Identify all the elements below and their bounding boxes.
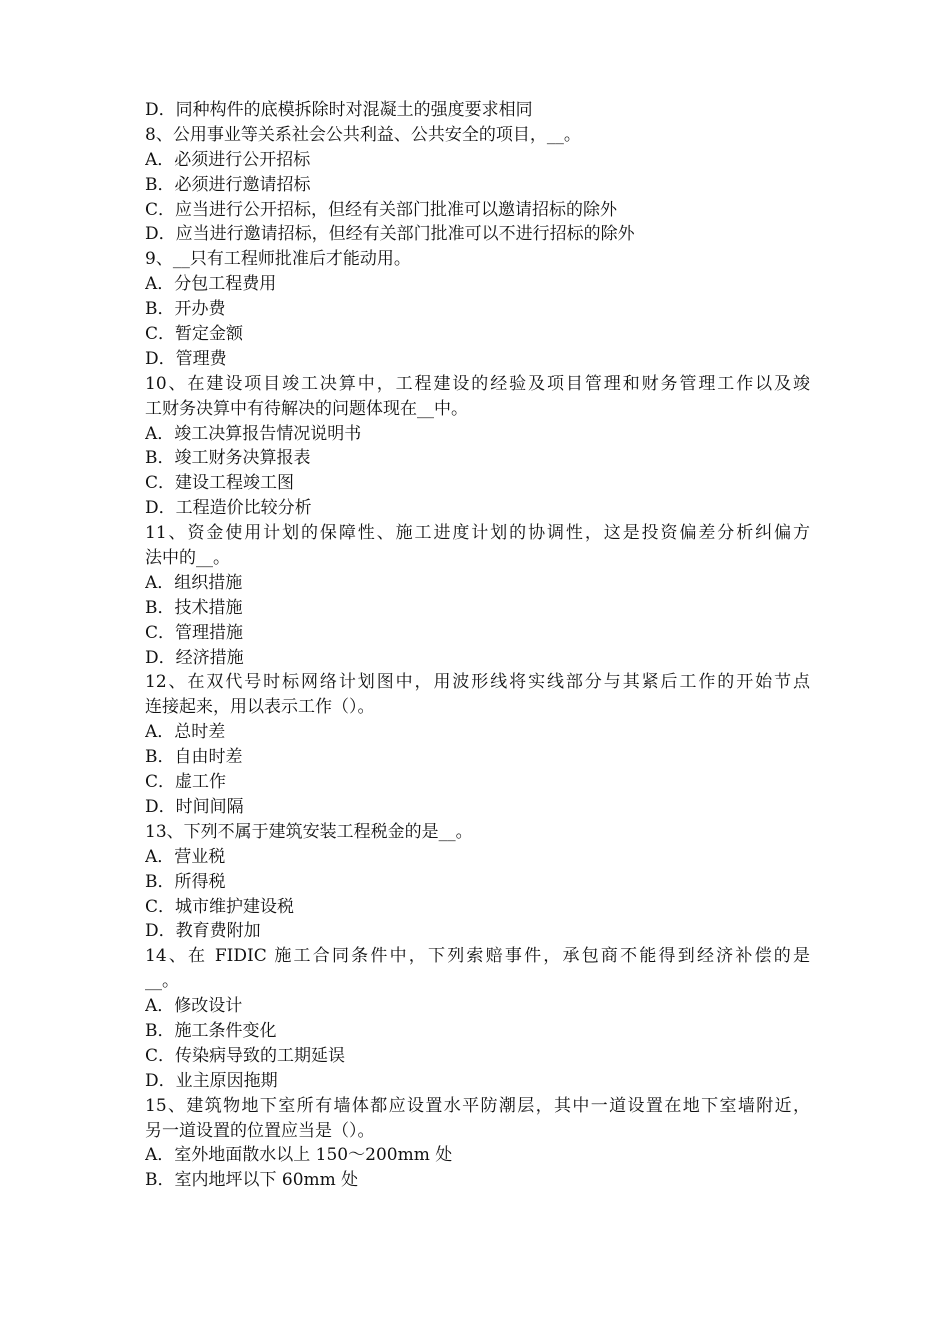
text-line: 14、在 FIDIC 施工合同条件中，下列索赔事件，承包商不能得到经济补偿的是 <box>145 946 810 967</box>
text-line: D．时间间隔 <box>145 796 244 817</box>
document-page <box>145 98 810 1193</box>
text-line: B．开办费 <box>145 299 226 320</box>
text-line: A．总时差 <box>145 722 226 743</box>
text-line: D．应当进行邀请招标，但经有关部门批准可以不进行招标的除外 <box>145 224 635 245</box>
text-line: D．教育费附加 <box>145 921 261 942</box>
text-line: A．分包工程费用 <box>145 274 277 295</box>
text-line: C．暂定金额 <box>145 324 244 345</box>
text-line: B．室内地坪以下 60mm 处 <box>145 1170 359 1191</box>
text-line: 15、建筑物地下室所有墙体都应设置水平防潮层，其中一道设置在地下室墙附近， <box>145 1095 810 1116</box>
text-line: A．必须进行公开招标 <box>145 149 311 170</box>
text-line: 13、下列不属于建筑安装工程税金的是__。 <box>145 821 473 842</box>
text-line: D．业主原因拖期 <box>145 1070 278 1091</box>
text-line: 法中的__。 <box>145 548 230 569</box>
text-line: D．工程造价比较分析 <box>145 498 312 519</box>
text-line: 另一道设置的位置应当是（）。 <box>145 1120 375 1141</box>
text-line: A．竣工决算报告情况说明书 <box>145 423 362 444</box>
text-line: D．同种构件的底模拆除时对混凝土的强度要求相同 <box>145 100 533 120</box>
text-line: B．必须进行邀请招标 <box>145 174 311 195</box>
text-line: __。 <box>145 971 179 992</box>
text-line: A．修改设计 <box>145 996 243 1017</box>
text-line: C．建设工程竣工图 <box>145 473 295 494</box>
text-line: A．营业税 <box>145 846 226 867</box>
text-line: B．竣工财务决算报表 <box>145 448 311 469</box>
text-line: B．施工条件变化 <box>145 1020 277 1041</box>
text-line: 连接起来，用以表示工作（）。 <box>145 697 375 718</box>
text-line: 8、公用事业等关系社会公共利益、公共安全的项目，__。 <box>145 124 581 145</box>
text-line: 工财务决算中有待解决的问题体现在__中。 <box>145 398 468 419</box>
text-line: C．管理措施 <box>145 622 244 643</box>
text-line: C．应当进行公开招标，但经有关部门批准可以邀请招标的除外 <box>145 199 618 220</box>
text-line: A．组织措施 <box>145 572 243 593</box>
text-line: A．室外地面散水以上 150～200mm 处 <box>145 1145 453 1166</box>
text-line: D．经济措施 <box>145 647 244 668</box>
text-line: B．自由时差 <box>145 747 243 768</box>
text-line: 12、在双代号时标网络计划图中，用波形线将实线部分与其紧后工作的开始节点 <box>145 672 810 693</box>
text-line: B．所得税 <box>145 871 226 892</box>
text-line: C．城市维护建设税 <box>145 896 295 917</box>
text-line: 10、在建设项目竣工决算中，工程建设的经验及项目管理和财务管理工作以及竣 <box>145 373 810 394</box>
text-line: B．技术措施 <box>145 597 243 618</box>
text-line: C．虚工作 <box>145 772 227 793</box>
text-line: C．传染病导致的工期延误 <box>145 1045 346 1066</box>
text-line: 11、资金使用计划的保障性、施工进度计划的协调性，这是投资偏差分析纠偏方 <box>145 523 810 544</box>
text-line: D．管理费 <box>145 348 227 369</box>
text-line: 9、__只有工程师批准后才能动用。 <box>145 249 411 270</box>
